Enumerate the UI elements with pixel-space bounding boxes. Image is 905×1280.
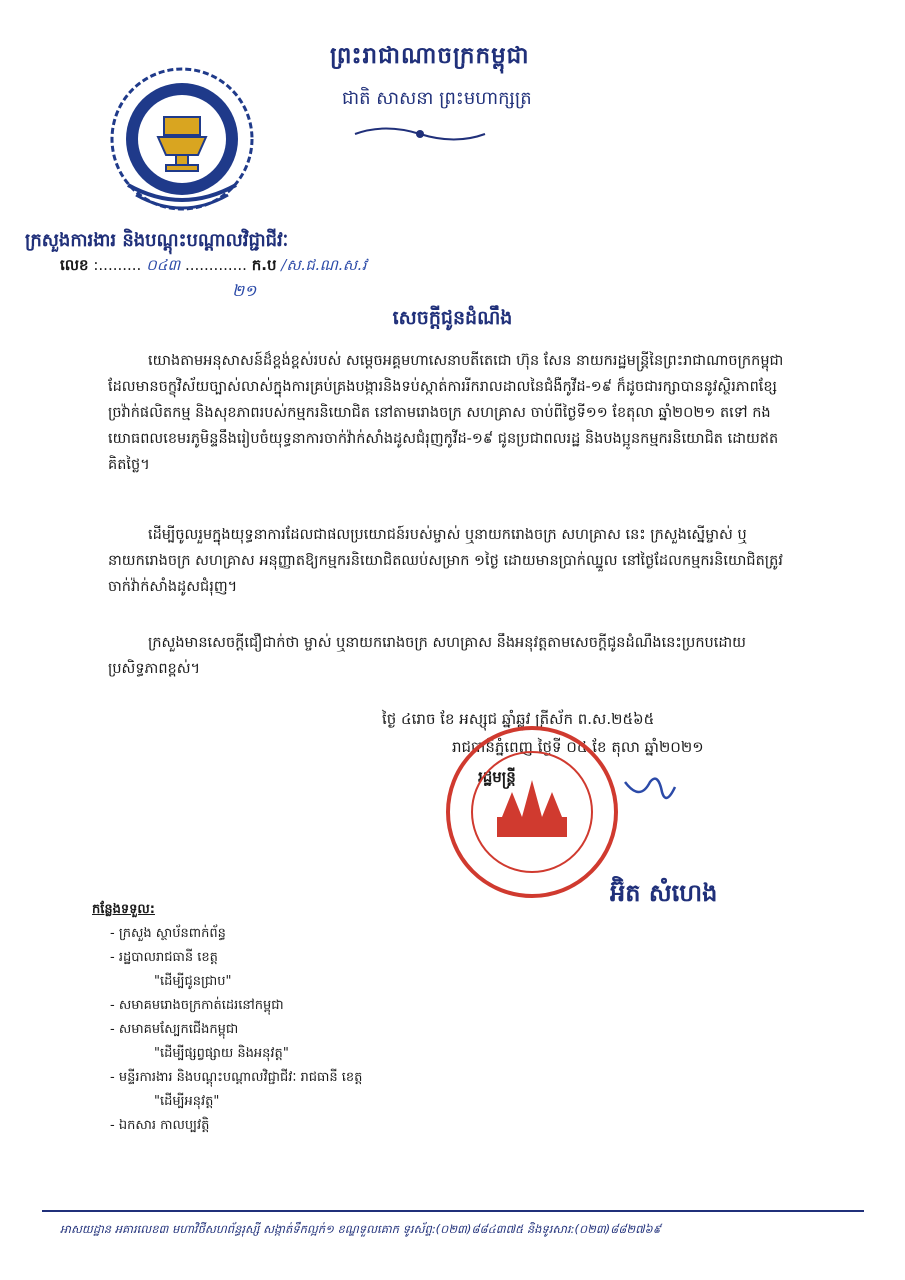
footer-divider [42,1210,864,1212]
list-item: - ឯកសារ កាលប្បវត្តិ [110,1118,210,1133]
signature [620,772,680,812]
ministry-name: ក្រសួងការងារ និងបណ្តុះបណ្តាលវិជ្ជាជីវៈ [25,230,289,251]
lunar-date: ថ្ងៃ ៤រោច ខែ អស្សុជ ឆ្នាំឆ្លូវ ត្រីស័ក ព.ស.២៥៦៥ [382,710,655,728]
minister-label: រដ្ឋមន្ត្រី [478,768,516,786]
ref-code: /ស.ជ.ណ.ស.វ [281,256,367,274]
list-item: - សមាគមស្បែកជើងកម្ពុជា [110,1022,239,1037]
ref-label: លេខ [60,256,89,274]
kingdom-motto: ជាតិ សាសនា ព្រះមហាក្សត្រ [342,88,532,109]
recipients-heading: កន្លែងទទួល: [92,902,155,917]
list-item: - មន្ទីរការងារ និងបណ្តុះបណ្តាលវិជ្ជាជីវៈ រាជធានី ខេត្ត [110,1070,363,1085]
paragraph-2: ដើម្បីចូលរួមក្នុងយុទ្ធនាការដែលជាផលប្រយោជន៍របស់ម្ចាស់ ឬនាយករោងចក្រ សហគ្រាស នេះ ក្រសួងស្នើម្ចាស់ ឬនាយករោងចក្រ សហគ្រាស អនុញ្ញាតឱ្យកម្មករនិយោជិតឈប់សម្រាក ១ថ្ងៃ ដោយមានប្រាក់ឈ្នួល នៅថ្ងៃដែលកម្មករនិយោជិតត្រូវចាក់វ៉ាក់សាំងដូសជំរុញ។ [108,527,783,595]
ref-code-label: ក.ប [251,256,277,274]
paragraph-3: ក្រសួងមានសេចក្តីជឿជាក់ថា ម្ចាស់ ឬនាយករោងចក្រ សហគ្រាស នឹងអនុវត្តតាមសេចក្តីជូនដំណឹងនេះប្រកបដោយប្រសិទ្ធភាពខ្ពស់។ [108,635,746,677]
ref-day: ២១ [232,281,257,300]
list-item: "ដើម្បីអនុវត្ត" [154,1094,220,1109]
document-title: សេចក្តីជូនដំណឹង [392,307,513,329]
ref-number: ០៤៣ [146,256,181,274]
list-item: - រដ្ឋបាលរាជធានី ខេត្ត [110,950,218,965]
footer-address: អាសយដ្ឋាន អគារលេខ៣ មហាវិថីសហព័ន្ធរុស្សី សង្កាត់ទឹកល្អក់១ ខណ្ឌទួលគោក ទូរស័ព្ទ:(០២៣)៨៨៤៣៧៥ និងទូរសារ:(០២៣)៨៨២៧៦៩ [60,1222,661,1236]
list-item: "ដើម្បីផ្សព្វផ្សាយ និងអនុវត្ត" [154,1046,289,1061]
paragraph-1: យោងតាមអនុសាសន៍ដ៏ខ្ពង់ខ្ពស់របស់ សម្តេចអគ្គមហាសេនាបតីតេជោ ហ៊ុន សែន នាយករដ្ឋមន្ត្រីនៃព្រះរាជាណាចក្រកម្ពុជាដែលមានចក្ខុវិស័យច្បាស់លាស់ក្នុងការគ្រប់គ្រងបង្ការនិងទប់ស្កាត់ការរីករាលដាលនៃជំងឺកូវីដ-១៩ ក៏ដូចជារក្សាបាននូវស្ថិរភាពខ្សែច្រវ៉ាក់ផលិតកម្ម និងសុខភាពរបស់កម្មករនិយោជិត នៅតាមរោងចក្រ សហគ្រាស ចាប់ពីថ្ងៃទី១១ ខែតុលា ឆ្នាំ២០២១ តទៅ កងយោធពលខេមរភូមិន្ទនឹងរៀបចំយុទ្ធនាការចាក់វ៉ាក់សាំងដូសជំរុញកូវីដ-១៩ ជូនប្រជាពលរដ្ឋ និងបងប្អូនកម្មករនិយោជិត ដោយឥតគិតថ្លៃ។ [108,353,784,473]
ornament-divider [350,123,490,145]
list-item: - ក្រសួង ស្ថាប័នពាក់ព័ន្ធ [110,926,226,941]
list-item: - សមាគមរោងចក្រកាត់ដេរនៅកម្ពុជា [110,998,284,1013]
reference-line: លេខ :......... ០៤៣ ............. ក.ប /ស.ជ.ណ.ស.វ [60,256,367,274]
recipients-list [92,898,432,1138]
kingdom-title: ព្រះរាជាណាចក្រកម្ពុជា [330,43,530,69]
list-item: "ដើម្បីជូនជ្រាប" [154,974,232,989]
ministry-logo [98,55,266,223]
minister-name: អ៊ិត សំហេង [610,879,718,907]
solar-date: រាជធានីភ្នំពេញ ថ្ងៃទី ០៤ ខែ តុលា ឆ្នាំ២០២១ [452,738,704,756]
official-seal [442,722,622,902]
